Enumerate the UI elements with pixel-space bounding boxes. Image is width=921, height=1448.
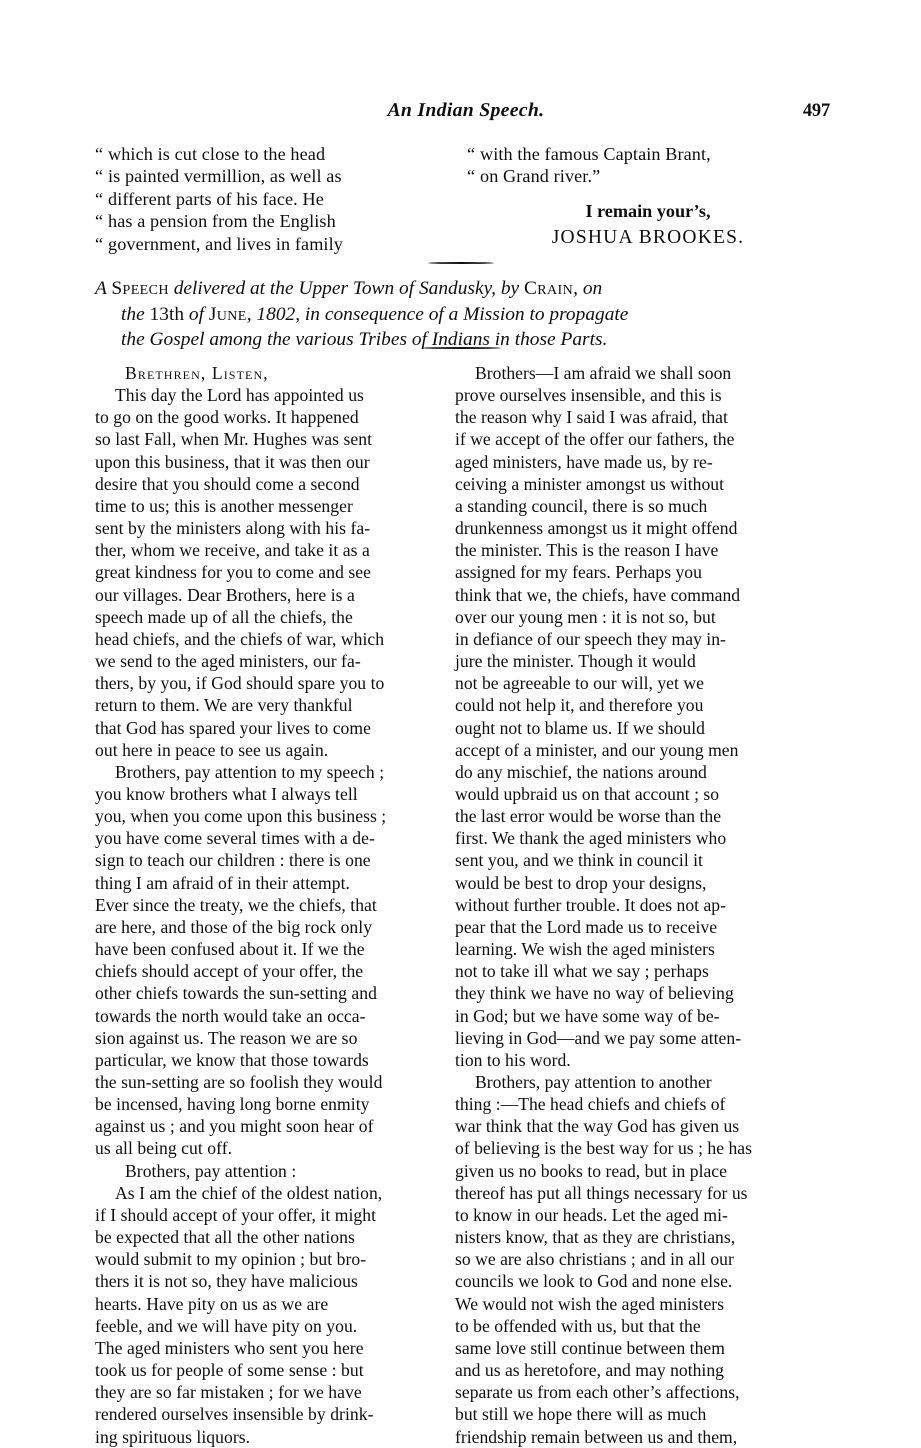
body-text-line: so we are also christians ; and in all our xyxy=(455,1249,734,1270)
speech-heading-article: A xyxy=(95,278,112,299)
body-text-line: head chiefs, and the chiefs of war, which xyxy=(95,628,385,649)
body-text-line: the reason why I said I was afraid, that xyxy=(455,407,728,428)
body-text-line: a standing council, there is so much xyxy=(455,495,708,516)
salutation: Brethren, Listen, xyxy=(125,363,269,383)
running-head-title: An Indian Speech. xyxy=(386,100,545,121)
body-text-line: over our young men : it is not so, but xyxy=(455,606,716,627)
quotation-mark: “ xyxy=(95,188,104,209)
body-text-line: feeble, and we will have pity on you. xyxy=(95,1315,358,1336)
body-text-line: are here, and those of the big rock only xyxy=(95,916,373,937)
quotation-mark: “ xyxy=(95,144,104,164)
body-text-line: Brothers, pay attention : xyxy=(125,1160,297,1181)
body-text-line: chiefs should accept of your offer, the xyxy=(95,961,364,982)
body-text-line: they think we have no way of believing xyxy=(455,983,734,1004)
body-text-line: that God has spared your lives to come xyxy=(95,717,372,738)
body-text-line: desire that you should come a second xyxy=(95,473,360,494)
divider-rule-top xyxy=(428,262,494,264)
body-text-line: ing spirituous liquors. xyxy=(95,1426,251,1447)
body-text-line: do any mischief, the nations around xyxy=(455,761,707,782)
body-right-column xyxy=(455,362,795,1448)
body-text-line: not be agreeable to our will, yet we xyxy=(455,673,704,694)
letter-excerpt-line xyxy=(95,233,443,255)
body-text-line: thing :—The head chiefs and chiefs of xyxy=(455,1094,726,1115)
body-text-line: to go on the good works. It happened xyxy=(95,407,359,428)
body-text-line: drunkenness amongst us it might offend xyxy=(455,518,738,539)
body-text-line: us all being cut off. xyxy=(95,1138,233,1159)
body-left-column xyxy=(95,362,435,1448)
body-text-line: rendered ourselves insensible by drink- xyxy=(95,1404,374,1425)
body-text-line: friendship remain between us and them, xyxy=(455,1426,738,1447)
body-text-line: out here in peace to see us again. xyxy=(95,739,329,760)
body-text-line: accept of a minister, and our young men xyxy=(455,739,739,760)
speech-heading xyxy=(95,276,835,353)
letter-excerpt-line xyxy=(95,165,443,187)
body-text-line: tion to his word. xyxy=(455,1049,571,1070)
body-text-line: in God; but we have some way of be- xyxy=(455,1005,720,1026)
speech-heading-phrase-2: , on xyxy=(573,278,603,299)
letter-excerpt-line-text: has a pension from the English xyxy=(108,211,336,232)
body-text-line: ought not to blame us. If we should xyxy=(455,717,705,738)
body-text-line: sent by the ministers along with his fa- xyxy=(95,518,371,539)
body-text-line: first. We thank the aged ministers who xyxy=(455,828,727,849)
body-text-line: have been confused about it. If we the xyxy=(95,939,365,960)
body-text-line: learning. We wish the aged ministers xyxy=(455,939,715,960)
speech-heading-month: June xyxy=(208,303,247,325)
body-text-line: be expected that all the other nations xyxy=(95,1227,355,1248)
letter-excerpt-line xyxy=(467,143,815,165)
body-text-line: took us for people of some sense : but xyxy=(95,1360,364,1381)
body-text-line: councils we look to God and none else. xyxy=(455,1271,733,1292)
body-text-line: the minister. This is the reason I have xyxy=(455,540,719,561)
body-text-line: against us ; and you might soon hear of xyxy=(95,1116,374,1137)
speech-heading-phrase-3: , 1802, in consequence of a Mission to propagate xyxy=(246,303,629,325)
body-text-line: sign to teach our children : there is one xyxy=(95,850,371,871)
body-text-line: upon this business, that it was then our xyxy=(95,451,370,472)
body-text-line: aged ministers, have made us, by re- xyxy=(455,451,713,472)
quotation-mark: “ xyxy=(95,233,104,254)
body-text-line: in defiance of our speech they may in- xyxy=(455,628,726,649)
letter-excerpt-line xyxy=(95,188,443,210)
body-text-line: return to them. We are very thankful xyxy=(95,695,353,716)
body-text-line: assigned for my fears. Perhaps you xyxy=(455,562,702,583)
body-text-line: particular, we know that those towards xyxy=(95,1049,369,1070)
letter-excerpt-line xyxy=(95,210,443,232)
body-text-line: ceiving a minister amongst us without xyxy=(455,473,725,494)
speech-heading-line-2 xyxy=(95,302,835,328)
speech-heading-the: the xyxy=(121,303,150,325)
letter-excerpt-line xyxy=(95,143,443,165)
body-text-line: to know in our heads. Let the aged mi- xyxy=(455,1204,728,1225)
body-text-line: they are so far mistaken ; for we have xyxy=(95,1382,362,1403)
quotation-mark: “ xyxy=(467,144,476,164)
body-text-line: so last Fall, when Mr. Hughes was sent xyxy=(95,429,373,450)
body-text-line: we send to the aged ministers, our fa- xyxy=(95,651,361,672)
body-text-line: would be best to drop your designs, xyxy=(455,872,707,893)
quotation-mark: “ xyxy=(95,166,104,187)
body-text-line: Ever since the treaty, we the chiefs, that xyxy=(95,894,377,915)
body-text-line: prove ourselves insensible, and this is xyxy=(455,385,722,406)
body-text-line: could not help it, and therefore you xyxy=(455,695,704,716)
body-text-line: of believing is the best way for us ; he has xyxy=(455,1138,752,1159)
letter-excerpt-right-column xyxy=(467,143,815,255)
body-text-line: lieving in God—and we pay some atten- xyxy=(455,1027,742,1048)
letter-excerpt-line-text: different parts of his face. He xyxy=(108,188,324,209)
body-text-line: thers it is not so, they have malicious xyxy=(95,1271,358,1292)
body-text-line: our villages. Dear Brothers, here is a xyxy=(95,584,355,605)
letter-closing: I remain your’s, xyxy=(585,200,711,221)
letter-excerpt-line-text: on Grand river.” xyxy=(480,166,601,187)
body-text-line: without further trouble. It does not ap- xyxy=(455,894,726,915)
body-text-line: if we accept of the offer our fathers, the xyxy=(455,429,735,450)
body-text-line: would upbraid us on that account ; so xyxy=(455,783,720,804)
letter-excerpt-line-text: with the famous Captain Brant, xyxy=(480,144,711,164)
body-text-line: the last error would be worse than the xyxy=(455,806,722,827)
body-text-line: war think that the way God has given us xyxy=(455,1116,740,1137)
body-text-line: great kindness for you to come and see xyxy=(95,562,371,583)
body-text-line: Brothers, pay attention to another xyxy=(475,1072,712,1092)
speech-heading-speech-word: Speech xyxy=(111,278,169,299)
letter-excerpt-line-text: is painted vermillion, as well as xyxy=(108,166,342,187)
body-text-line: We would not wish the aged ministers xyxy=(455,1293,725,1314)
speech-heading-of: of xyxy=(184,303,209,325)
body-text-line: you have come several times with a de- xyxy=(95,828,375,849)
body-text-line: you know brothers what I always tell xyxy=(95,783,358,804)
quotation-mark: “ xyxy=(467,166,476,187)
speech-heading-day: 13th xyxy=(149,303,185,325)
body-text-line: hearts. Have pity on us as we are xyxy=(95,1293,329,1314)
body-text-line: same love still continue between them xyxy=(455,1337,725,1358)
body-columns xyxy=(95,362,835,1448)
body-text-line: nisters know, that as they are christians, xyxy=(455,1227,736,1248)
letter-excerpt-line-text: which is cut close to the head xyxy=(108,144,326,164)
page-number: 497 xyxy=(802,101,830,121)
body-text-line: and us as heretofore, and may nothing xyxy=(455,1360,724,1381)
body-text-line: but still we hope there will as much xyxy=(455,1404,707,1425)
body-text-line: thing I am afraid of in their attempt. xyxy=(95,872,350,893)
body-text-line: be incensed, having long borne enmity xyxy=(95,1094,370,1115)
letter-signature: JOSHUA BROOKES. xyxy=(551,226,745,248)
body-text-line: speech made up of all the chiefs, the xyxy=(95,606,353,627)
speech-heading-speaker-name: Crain xyxy=(523,278,574,299)
letter-excerpt-line-text: government, and lives in family xyxy=(108,233,343,254)
speech-heading-phrase-1: delivered at the Upper Town of Sandusky, by xyxy=(168,278,524,299)
body-text-line: The aged ministers who sent you here xyxy=(95,1337,364,1358)
body-text-line: given us no books to read, but in place xyxy=(455,1160,727,1181)
body-text-line: sion against us. The reason we are so xyxy=(95,1027,358,1048)
body-text-line: ther, whom we receive, and take it as a xyxy=(95,540,370,561)
quotation-mark: “ xyxy=(95,211,104,232)
body-text-line: As I am the chief of the oldest nation, xyxy=(115,1182,383,1203)
body-text-line: separate us from each other’s affections, xyxy=(455,1382,740,1403)
body-text-line: if I should accept of your offer, it might xyxy=(95,1204,377,1225)
body-text-line: would submit to my opinion ; but bro- xyxy=(95,1249,367,1270)
body-text-line: other chiefs towards the sun-setting and xyxy=(95,983,377,1004)
body-text-line: to be offended with us, but that the xyxy=(455,1315,701,1336)
body-text-line: think that we, the chiefs, have command xyxy=(455,584,741,605)
body-text-line: This day the Lord has appointed us xyxy=(115,385,364,406)
body-text-line: sent you, and we think in council it xyxy=(455,850,703,871)
body-text-line: jure the minister. Though it would xyxy=(455,651,696,672)
body-text-line: you, when you come upon this business ; xyxy=(95,806,387,827)
letter-excerpt-left-column xyxy=(95,143,443,255)
letter-excerpt-line xyxy=(467,165,815,187)
body-text-line: towards the north would take an occa- xyxy=(95,1005,366,1026)
body-text-line: thereof has put all things necessary for us xyxy=(455,1182,748,1203)
speech-heading-line-3: the Gospel among the various Tribes of Indians in those Parts. xyxy=(121,329,608,350)
letter-excerpt-block xyxy=(95,143,830,255)
body-text-line: pear that the Lord made us to receive xyxy=(455,916,718,937)
body-text-line: not to take ill what we say ; perhaps xyxy=(455,961,709,982)
body-text-line: Brothers—I am afraid we shall soon xyxy=(475,363,732,383)
running-head xyxy=(95,100,836,126)
body-text-line: time to us; this is another messenger xyxy=(95,495,353,516)
body-text-line: the sun-setting are so foolish they would xyxy=(95,1072,383,1092)
speech-heading-line-1 xyxy=(95,276,835,302)
body-text-line: Brothers, pay attention to my speech ; xyxy=(115,761,385,782)
body-text-line: thers, by you, if God should spare you to xyxy=(95,673,385,694)
